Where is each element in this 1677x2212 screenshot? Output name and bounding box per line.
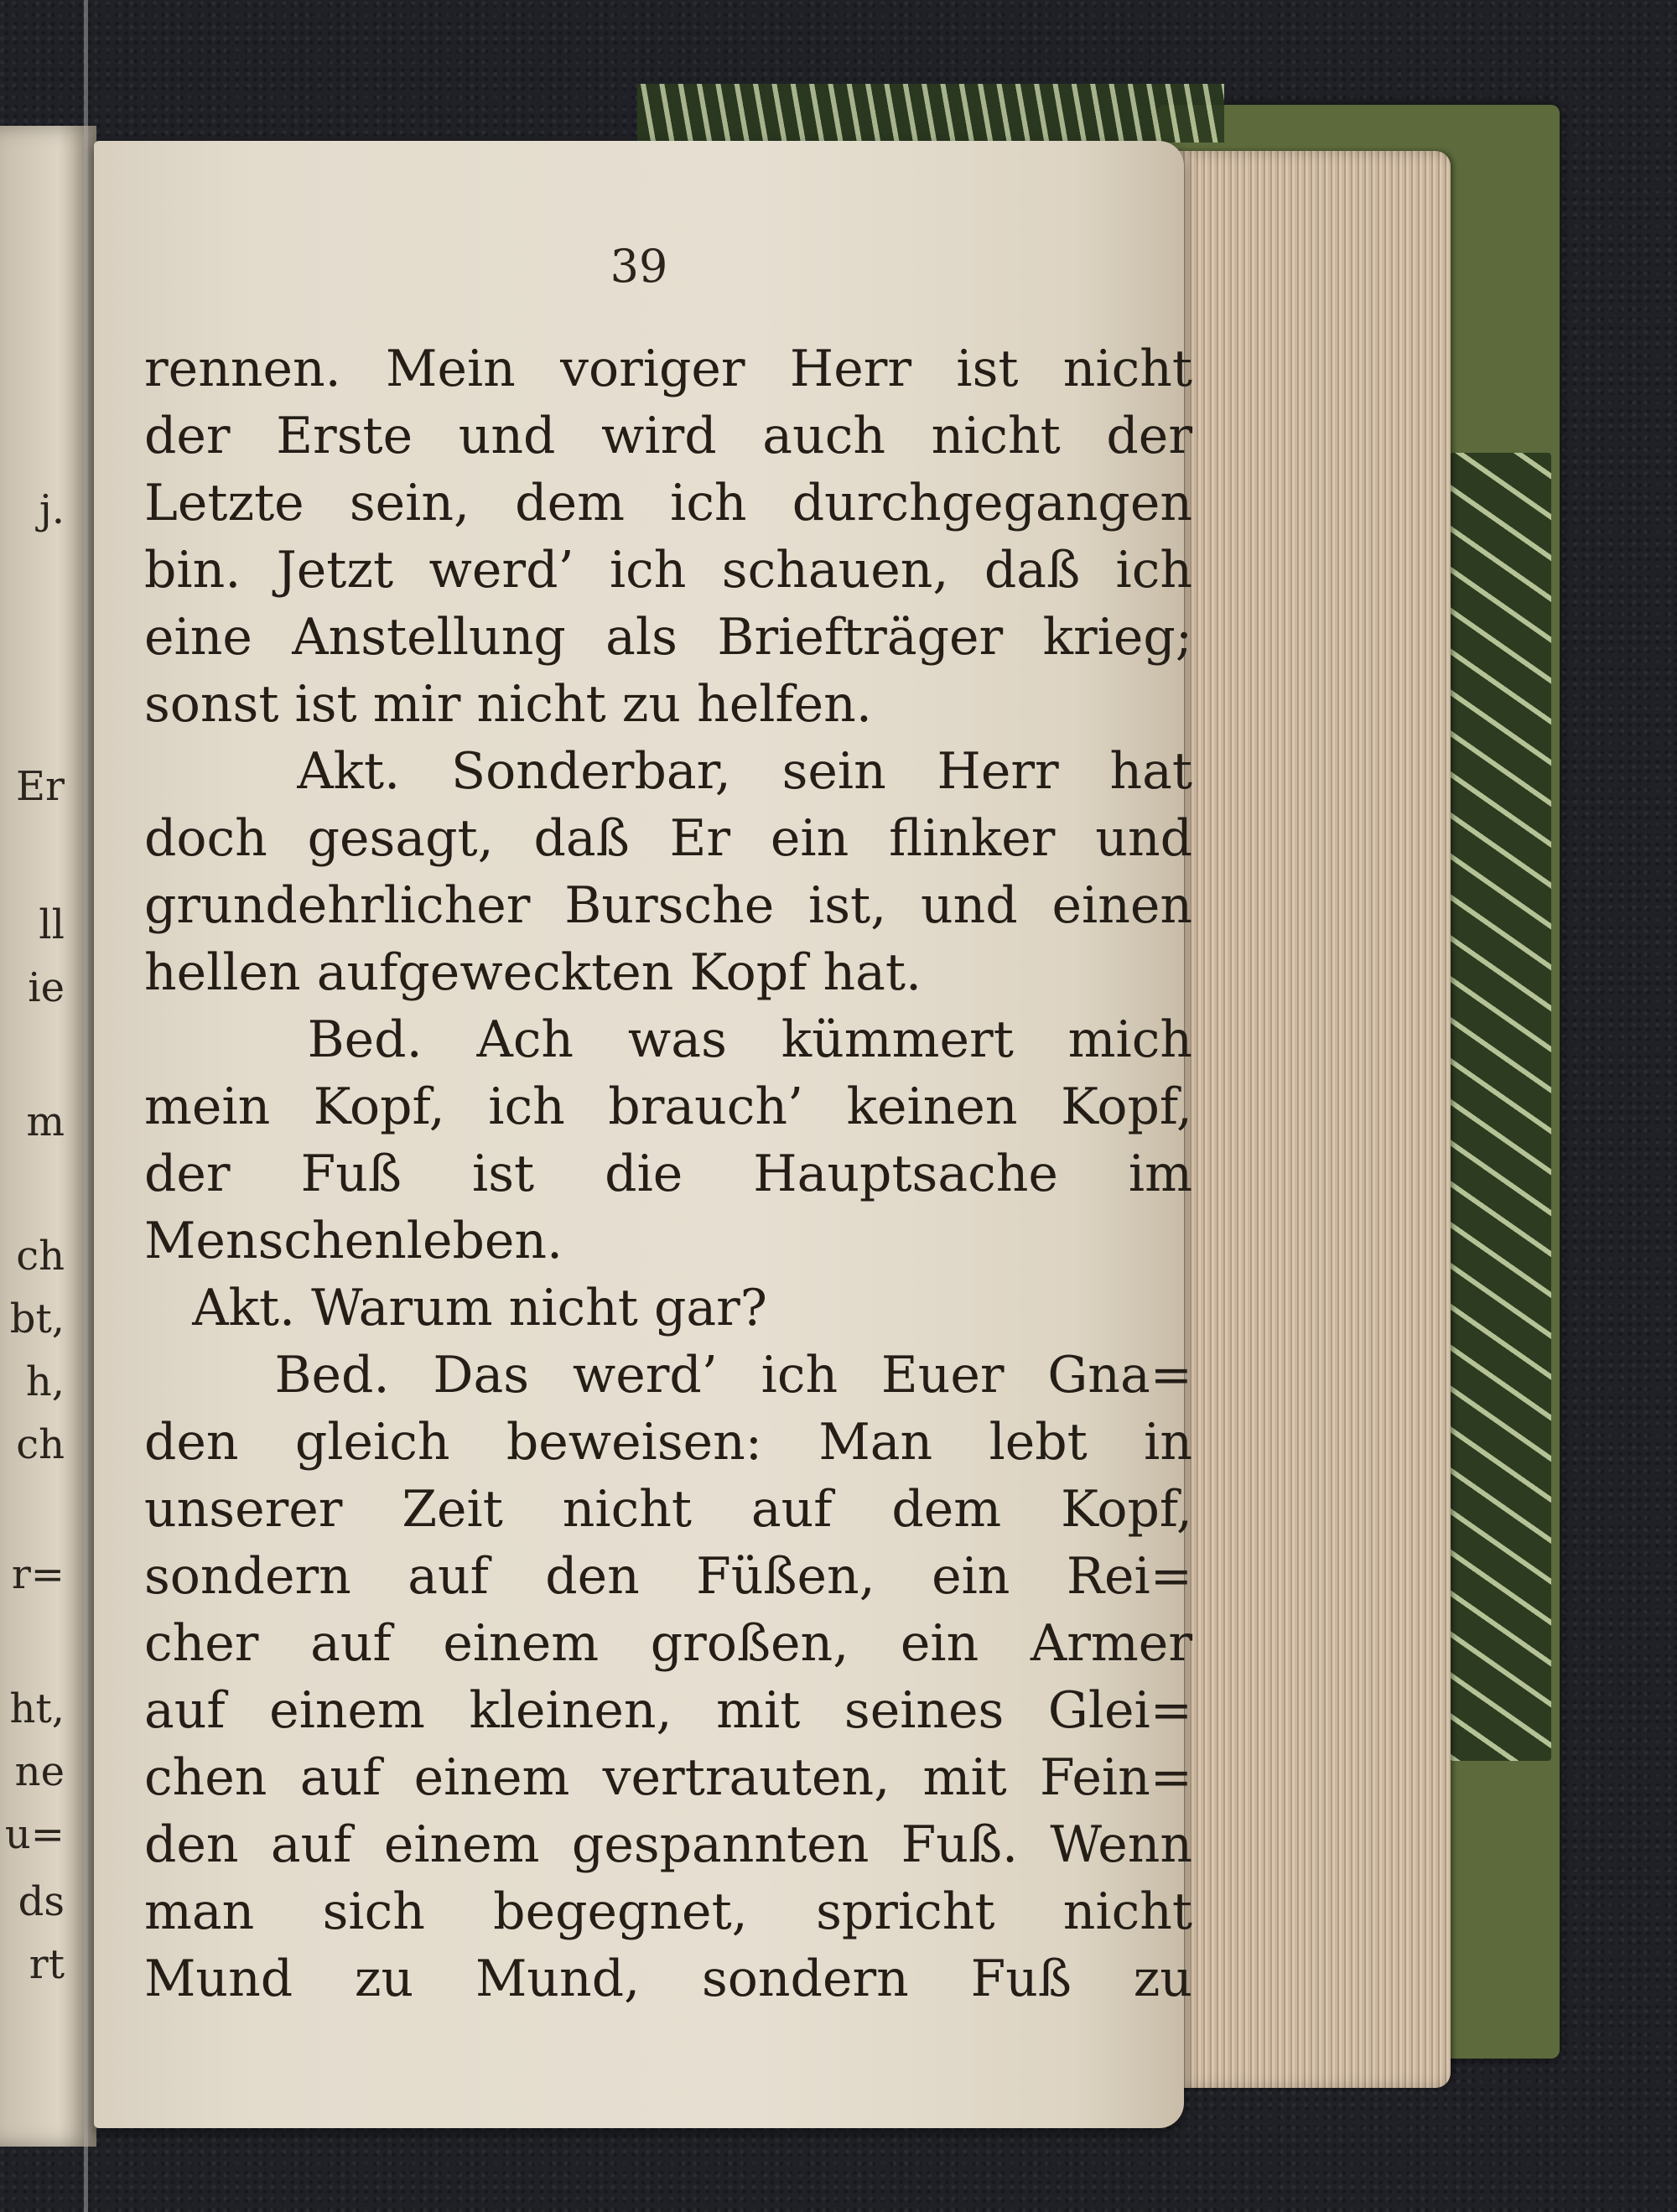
- text-line: cher auf einem großen, ein Armer: [144, 1614, 1192, 1673]
- text-line: chen auf einem vertrauten, mit Fein=: [144, 1748, 1192, 1807]
- text-line: Akt. Sonderbar, sein Herr hat: [144, 742, 1192, 801]
- left-fragment: ht,: [9, 1685, 65, 1732]
- text-line: hellen aufgeweckten Kopf hat.: [144, 943, 922, 1002]
- text-line: den auf einem gespannten Fuß. Wenn: [144, 1815, 1192, 1874]
- text-line: sonst ist mir nicht zu helfen.: [144, 675, 872, 734]
- left-fragment: ch: [16, 1233, 65, 1280]
- gutter-line: [84, 0, 88, 2212]
- left-fragment: bt,: [9, 1296, 65, 1342]
- text-line: der Erste und wird auch nicht der: [144, 407, 1192, 465]
- text-line: mein Kopf, ich brauch’ keinen Kopf,: [144, 1077, 1192, 1136]
- left-fragment: h,: [25, 1358, 65, 1405]
- text-line: Akt. Warum nicht gar?: [144, 1279, 767, 1337]
- left-fragment: Er: [16, 763, 65, 810]
- text-line: grundehrlicher Bursche ist, und einen: [144, 876, 1192, 935]
- left-fragment: m: [26, 1098, 65, 1145]
- text-line: Menschenleben.: [144, 1212, 563, 1270]
- left-fragment: j.: [39, 486, 65, 533]
- left-fragment: ie: [28, 964, 65, 1011]
- text-line: Letzte sein, dem ich durchgegangen: [144, 474, 1192, 532]
- left-fragment: ch: [16, 1421, 65, 1468]
- text-line: unserer Zeit nicht auf dem Kopf,: [144, 1480, 1192, 1539]
- text-line: auf einem kleinen, mit seines Glei=: [144, 1681, 1192, 1740]
- left-page-text-fragments: [0, 126, 80, 2147]
- page-number: 39: [610, 240, 668, 293]
- text-line: Mund zu Mund, sondern Fuß zu: [144, 1950, 1192, 2008]
- left-fragment: ne: [14, 1748, 65, 1795]
- text-line: doch gesagt, daß Er ein flinker und: [144, 809, 1192, 868]
- book-page: [94, 141, 1192, 2128]
- text-line: sondern auf den Füßen, ein Rei=: [144, 1547, 1192, 1606]
- left-fragment: ds: [18, 1878, 65, 1925]
- left-fragment: rt: [29, 1941, 65, 1988]
- marbled-endpaper-top: [637, 84, 1224, 143]
- page-edges: [1174, 151, 1451, 2088]
- page-text: [144, 335, 1192, 2012]
- text-line: eine Anstellung als Briefträger krieg;: [144, 608, 1192, 667]
- left-fragment: ll: [39, 901, 65, 948]
- text-line: man sich begegnet, spricht nicht: [144, 1882, 1192, 1941]
- left-fragment: r=: [11, 1551, 65, 1598]
- text-line: den gleich beweisen: Man lebt in: [144, 1413, 1192, 1472]
- text-line: rennen. Mein voriger Herr ist nicht: [144, 340, 1192, 398]
- text-line: der Fuß ist die Hauptsache im: [144, 1145, 1192, 1203]
- left-fragment: u=: [4, 1811, 65, 1858]
- text-line: bin. Jetzt werd’ ich schauen, daß ich: [144, 541, 1192, 600]
- text-line: Bed. Ach was kümmert mich: [144, 1010, 1192, 1069]
- text-line: Bed. Das werd’ ich Euer Gna=: [144, 1346, 1192, 1405]
